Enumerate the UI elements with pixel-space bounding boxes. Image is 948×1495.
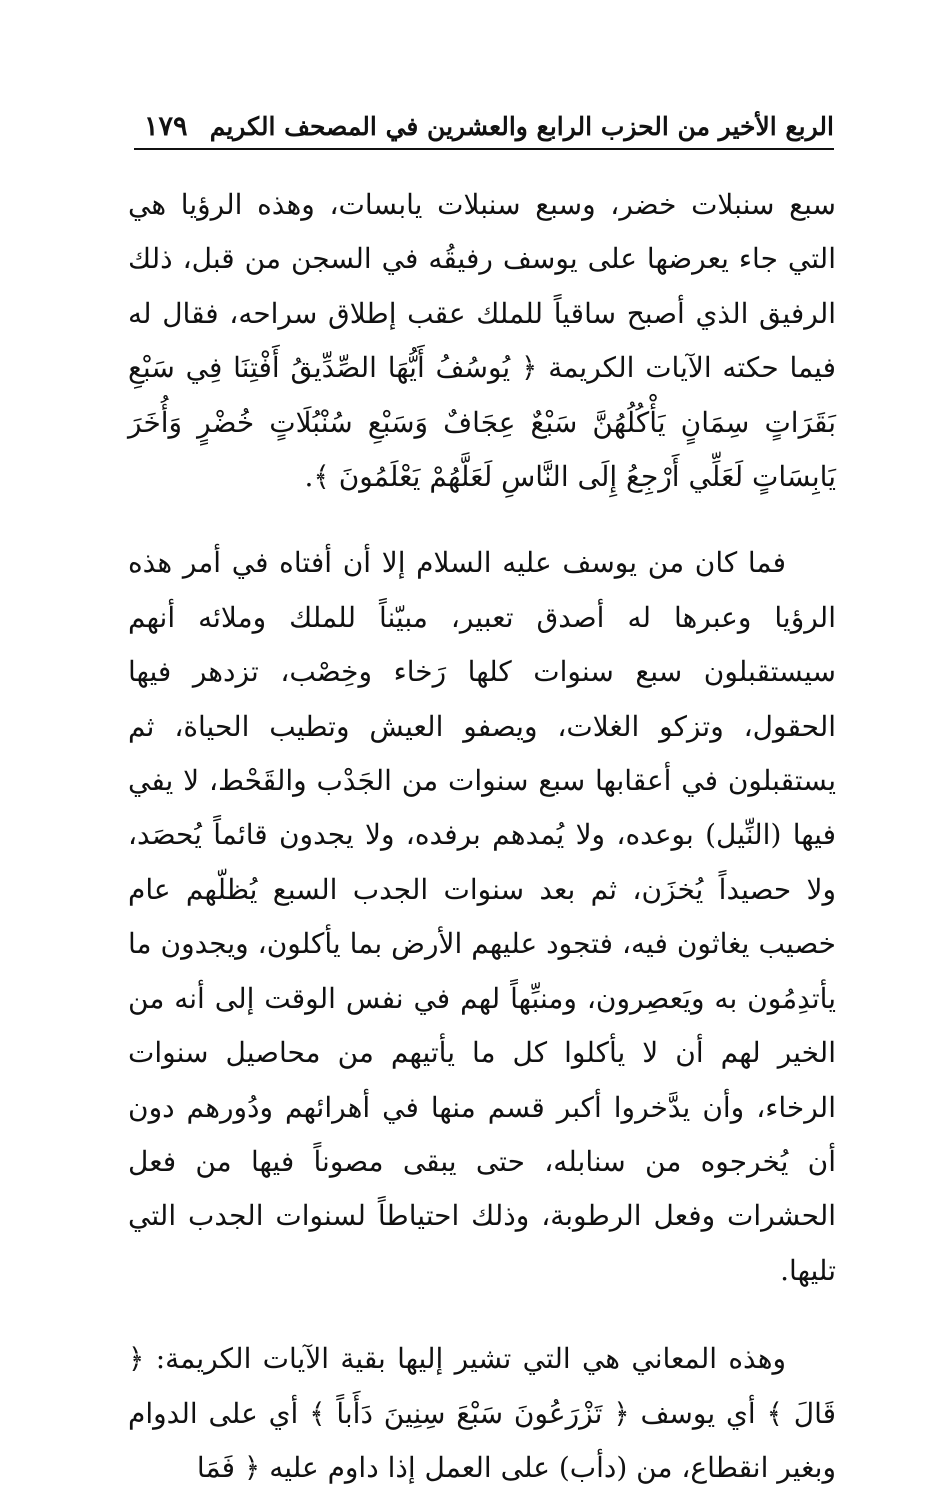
header-title: الربع الأخير من الحزب الرابع والعشرين في المصحف الكريم xyxy=(209,112,834,141)
header-rule xyxy=(134,148,834,150)
paragraph-2: فما كان من يوسف عليه السلام إلا أن أفتاه في أمر هذه الرؤيا وعبرها له أصدق تعبير، مبيّناً للملك وملائه أنهم سيستقبلون سبع سنوات كلها رَخاء وخِصْب، تزدهر فيها الحقول، وتزكو الغلات، ويصفو العيش وتطيب الحياة، ثم يستقبلون في أعقابها سبع سنوات من الجَدْب والقَحْط، لا يفي فيها (النِّيل) بوعده، ولا يُمدهم برفده، ولا يجدون قائماً يُحصَد، ولا حصيداً يُخزَن، ثم بعد سنوات الجدب السبع يُظلّهم عام خصيب يغاثون فيه، فتجود عليهم الأرض بما يأكلون، ويجدون ما يأتدِمُون به ويَعصِرون، ومنبِّهاً لهم في نفس الوقت إلى أنه من الخير لهم أن لا يأكلوا كل ما يأتيهم من محاصيل سنوات الرخاء، وأن يدَّخروا أكبر قسم منها في أهرائهم ودُورهم دون أن يُخرجوه من سنابله، حتى يبقى مصوناً فيها من فعل الحشرات وفعل الرطوبة، وذلك احتياطاً لسنوات الجدب التي تليها. xyxy=(128,546,836,1287)
paragraph-1: سبع سنبلات خضر، وسبع سنبلات يابسات، وهذه الرؤيا هي التي جاء يعرضها على يوسف رفيقُه في السجن من قبل، ذلك الرفيق الذي أصبح ساقياً للملك عقب إطلاق سراحه، فقال له فيما حكته الآيات الكريمة ﴿ يُوسُفُ أَيُّهَا الصِّدِّيقُ أَفْتِنَا فِي سَبْعِ بَقَرَاتٍ سِمَانٍ يَأْكُلُهُنَّ سَبْعٌ عِجَافٌ وَسَبْعِ سُنْبُلَاتٍ خُضْرٍ وَأُخَرَ يَابِسَاتٍ لَعَلِّي أَرْجِعُ إِلَى النَّاسِ لَعَلَّهُمْ يَعْلَمُونَ ﴾. xyxy=(128,188,836,494)
paragraph-3: وهذه المعاني هي التي تشير إليها بقية الآيات الكريمة: ﴿ قَالَ ﴾ أي يوسف ﴿ تَزْرَعُونَ سَبْعَ سِنِينَ دَأَباً ﴾ أي على الدوام وبغير انقطاع، من (دأب) على العمل إذا داوم عليه ﴿ فَمَا xyxy=(128,1342,836,1484)
body-text xyxy=(128,178,836,1495)
running-header xyxy=(134,108,834,150)
page-number: ١٧٩ xyxy=(144,111,188,142)
